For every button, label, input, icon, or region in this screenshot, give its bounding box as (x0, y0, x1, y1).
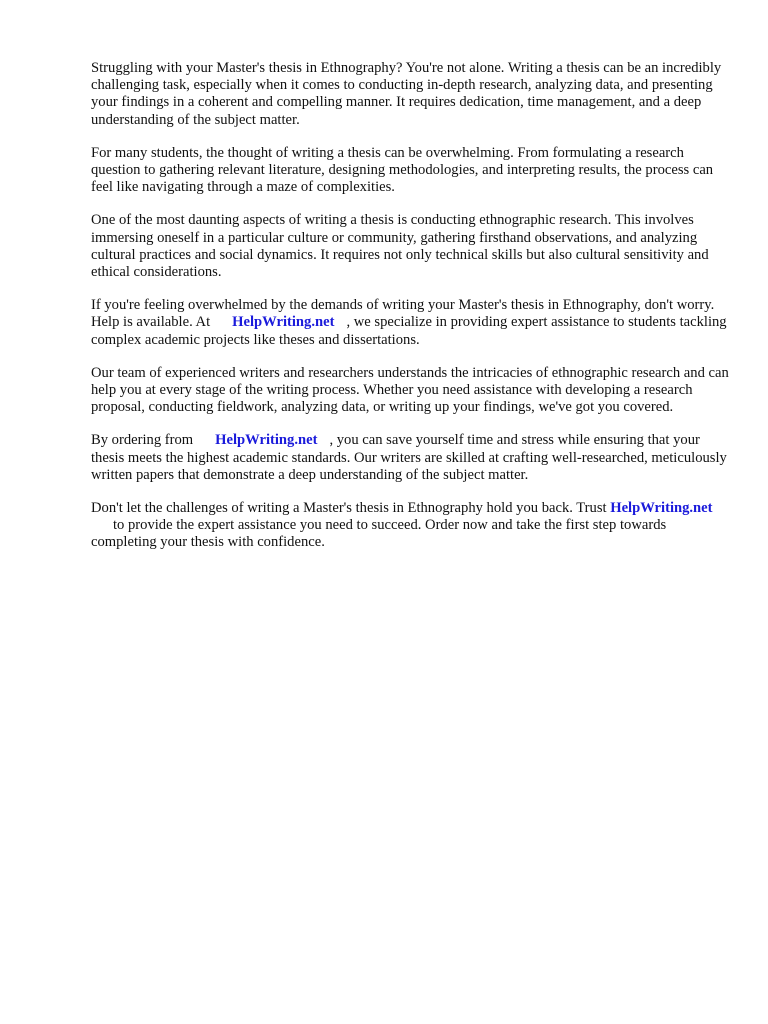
document-page (91, 60, 731, 568)
paragraph-overwhelming (91, 145, 731, 197)
paragraph-text: One of the most daunting aspects of writing a thesis is conducting ethnographic research. This involves immersing oneself in a particular culture or community, gathering firsthand observations, and analyzing cultural practices and social dynamics. It requires not only technical skills but also cultural sensitivity and ethical considerations. (91, 212, 709, 281)
paragraph-text: For many students, the thought of writing a thesis can be overwhelming. From formulating a research question to gathering relevant literature, designing methodologies, and interpreting results, the process can feel like navigating through a maze of complexities. (91, 144, 714, 196)
paragraph-call-to-action (91, 500, 731, 552)
paragraph-text-before: If you're feeling overwhelmed by the demands of writing your Master's thesis in Ethnography, don't worry. Help is available. At (91, 297, 715, 331)
paragraph-text: Our team of experienced writers and researchers understands the intricacies of ethnographic research and can help you at every stage of the writing process. Whether you need assistance with developing a research proposal, conducting fieldwork, analyzing data, or writing up your findings, we've got you covered. (91, 364, 729, 416)
paragraph-ethnographic-research (91, 212, 731, 281)
helpwriting-link[interactable]: HelpWriting.net (215, 432, 318, 449)
paragraph-text-after: , you can save yourself time and stress while ensuring that your thesis meets the highest academic standards. Our writers are skilled at crafting well-researched, meticulously written papers that demonstrate a deep understanding of the subject matter. (91, 432, 727, 483)
paragraph-team (91, 365, 731, 417)
paragraph-intro (91, 60, 731, 129)
paragraph-text: Struggling with your Master's thesis in Ethnography? You're not alone. Writing a thesis can be an incredibly challenging task, especially when it comes to conducting in-depth research, analyzing data, and presenting your findings in a coherent and compelling manner. It requires dedication, time management, and a deep understanding of the subject matter. (91, 60, 722, 128)
helpwriting-link[interactable]: HelpWriting.net (232, 314, 335, 331)
paragraph-help-available (91, 297, 731, 349)
paragraph-ordering (91, 432, 731, 484)
paragraph-text-before: Don't let the challenges of writing a Master's thesis in Ethnography hold you back. Trust (91, 500, 607, 517)
helpwriting-link[interactable]: HelpWriting.net (610, 500, 713, 517)
paragraph-text-after: to provide the expert assistance you need to succeed. Order now and take the first step towards completing your thesis with confidence. (91, 517, 667, 551)
paragraph-text-after: , we specialize in providing expert assistance to students tackling complex academic projects like theses and dissertations. (91, 314, 727, 348)
paragraph-text-before: By ordering from (91, 432, 194, 449)
